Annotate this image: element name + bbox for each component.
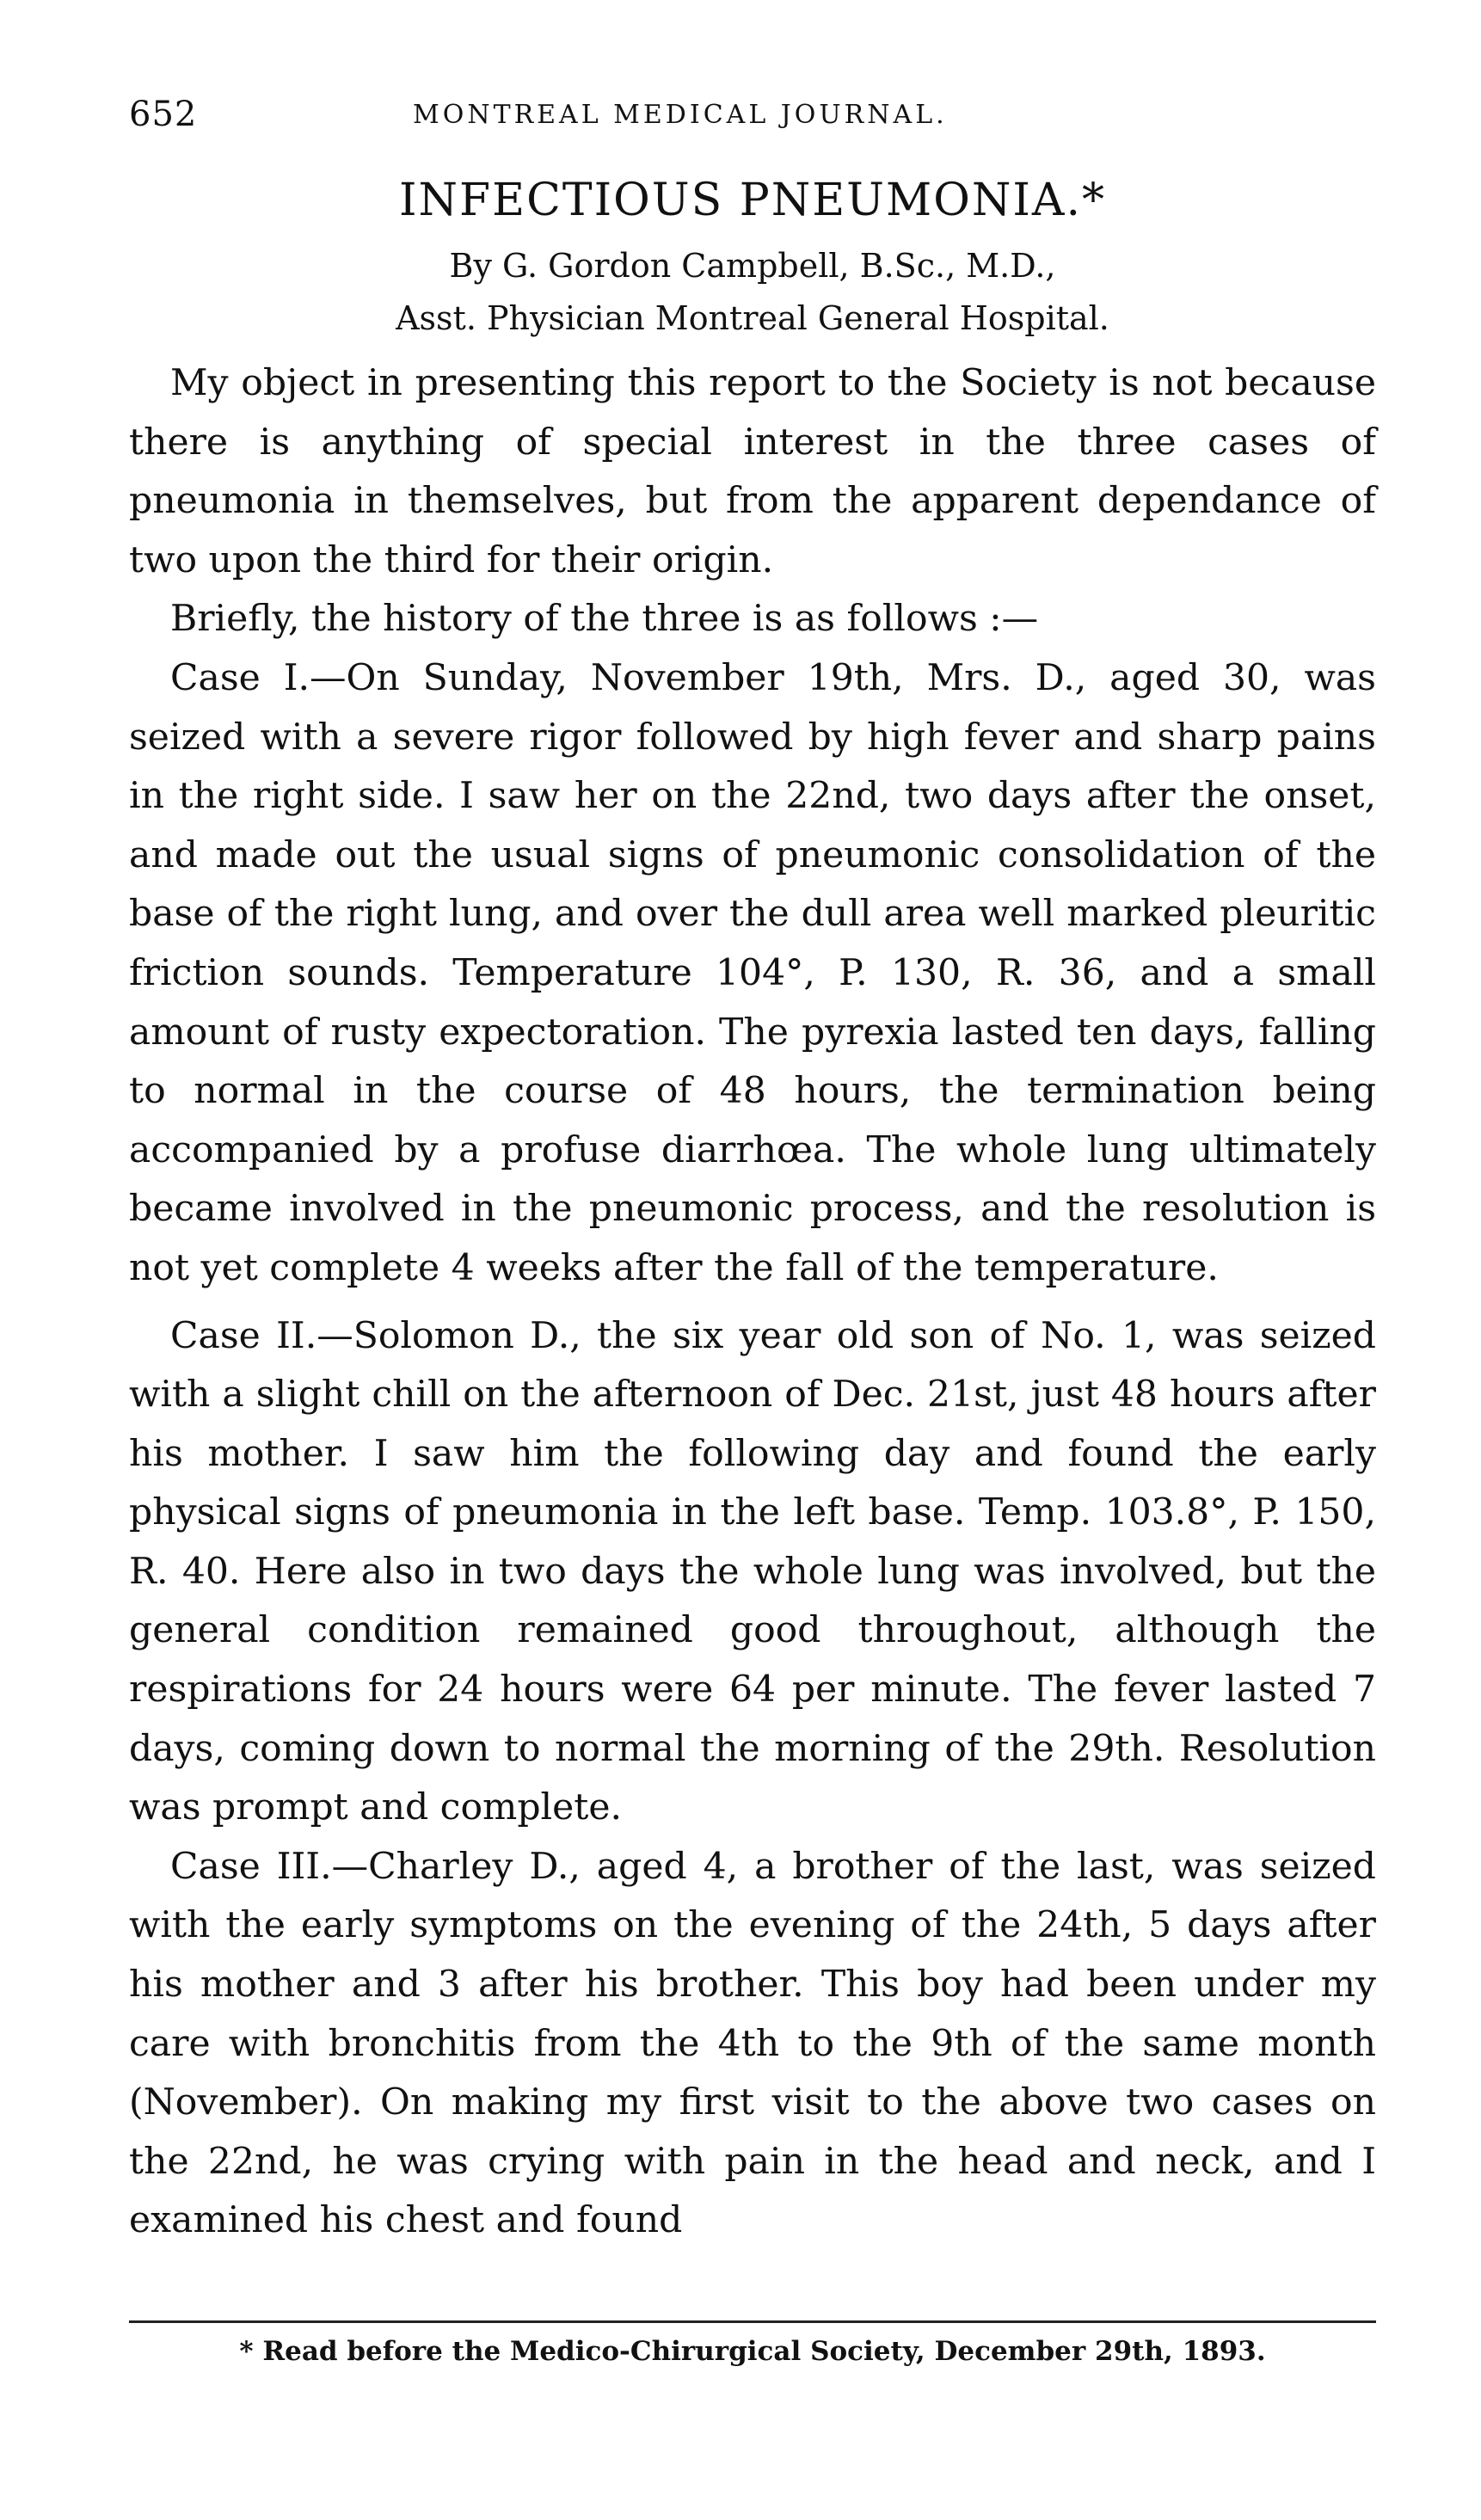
- paragraph-case-3: Case III.—Charley D., aged 4, a brother of the last, was seized with the early symptoms on the evening of the 24th, 5 days after his mother and 3 after his brother. This boy had been under my care with bronchitis from the 4th to the 9th of the same month (November). On making my first visit to the above two cases on the 22nd, he was crying with pain in the head and neck, and I examined his chest and found: [129, 1845, 1376, 2242]
- footnote: * Read before the Medico-Chirurgical Society, December 29th, 1893.: [239, 2336, 1266, 2367]
- footnote-divider: [129, 2320, 1376, 2323]
- author-affiliation: Asst. Physician Montreal General Hospital.: [396, 299, 1109, 337]
- journal-name: MONTREAL MEDICAL JOURNAL.: [413, 100, 948, 130]
- author-byline: By G. Gordon Campbell, B.Sc., M.D.,: [449, 247, 1056, 285]
- article-title: INFECTIOUS PNEUMONIA.*: [399, 175, 1106, 226]
- paragraph-case-2: Case II.—Solomon D., the six year old son of No. 1, was seized with a slight chill on the afternoon of Dec. 21st, just 48 hours after his mother. I saw him the following day and found the early physical signs of pneumonia in the left base. Temp. 103.8°, P. 150, R. 40. Here also in two days the whole lung was involved, but the general condition remained good throughout, although the respirations for 24 hours were 64 per minute. The fever lasted 7 days, coming down to normal the morning of the 29th. Resolution was prompt and complete.: [129, 1314, 1376, 1829]
- page-number: 652: [129, 95, 198, 134]
- article-body: [129, 354, 1376, 2251]
- running-head: [129, 86, 1376, 146]
- document-page: [129, 86, 1376, 2251]
- paragraph-intro: My object in presenting this report to the Society is not because there is anything of special interest in the three cases of pneumonia in themselves, but from the apparent dependance of two upon the third for their origin.: [129, 362, 1376, 581]
- paragraph-case-1: Case I.—On Sunday, November 19th, Mrs. D., aged 30, was seized with a severe rigor followed by high fever and sharp pains in the right side. I saw her on the 22nd, two days after the onset, and made out the usual signs of pneumonic consolidation of the base of the right lung, and over the dull area well marked pleuritic friction sounds. Temperature 104°, P. 130, R. 36, and a small amount of rusty expectoration. The pyrexia lasted ten days, falling to normal in the course of 48 hours, the termination being accompanied by a profuse diarrhœa. The whole lung ultimately became involved in the pneumonic process, and the resolution is not yet complete 4 weeks after the fall of the temperature.: [129, 656, 1376, 1289]
- paragraph-summary: Briefly, the history of the three is as follows :—: [170, 598, 1039, 641]
